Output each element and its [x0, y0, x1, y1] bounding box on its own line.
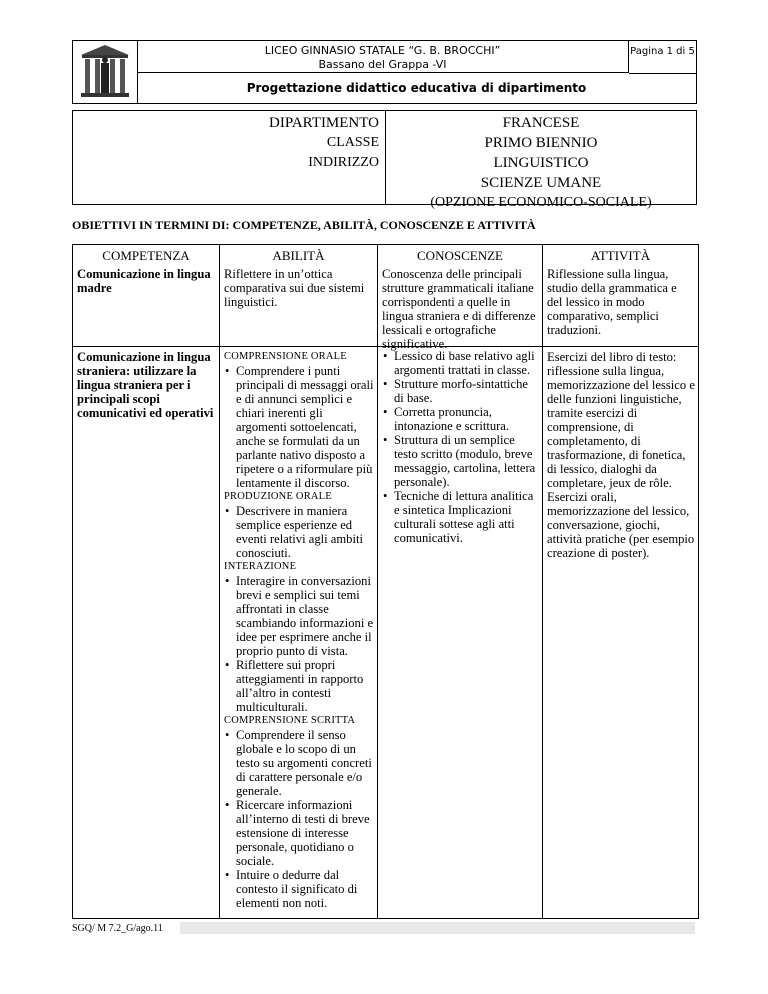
footer-code: SGQ/ M 7.2_G/ago.11 [72, 923, 163, 934]
column-attivita [543, 245, 698, 918]
list-item: • Descrivere in maniera semplice esperienze ed eventi relativi agli ambiti conosciuti. [236, 504, 374, 560]
value-class: PRIMO BIENNIO [484, 135, 598, 151]
list-item: • Comprendere il senso globale e lo scopo di un testo su argomenti concreti di carattere personale e/o generale. [236, 728, 374, 798]
row2-competenza: Comunicazione in lingua straniera: utilizzare la lingua straniera per i principali scopi comunicativi ed operativi [77, 350, 214, 420]
column-abilita [220, 245, 378, 918]
list-item: • Riflettere sui propri atteggiamenti in rapporto all’altro in contesti multiculturali. [236, 658, 374, 714]
list-item: • Struttura di un semplice testo scritto (modulo, breve messaggio, cartolina, lettera personale). [394, 433, 539, 489]
list-item: • Interagire in conversazioni brevi e semplici sui temi affrontati in classe scambiando informazioni e idee per esprimere anche il proprio punto di vista. [236, 574, 374, 658]
list-item: • Strutture morfo-sintattiche di base. [394, 377, 539, 405]
list-item: • Lessico di base relativo agli argomenti trattati in classe. [394, 349, 539, 377]
label-indirizzo: INDIRIZZO [308, 155, 379, 170]
school-city: Bassano del Grappa -VI [318, 58, 447, 71]
objectives-table [72, 244, 699, 919]
value-track-option: (OPZIONE ECONOMICO-SOCIALE) [430, 195, 652, 210]
row2-abilita [224, 350, 374, 910]
row1-competenza: Comunicazione in lingua madre [77, 267, 211, 295]
document-header [72, 40, 697, 104]
objectives-title: OBIETTIVI IN TERMINI DI: COMPETENZE, ABILITÀ, CONOSCENZE E ATTIVITÀ [72, 218, 536, 232]
row2-attivita: Esercizi del libro di testo: riflessione sulla lingua, memorizzazione del lessico e delle funzioni linguistiche, tramite esercizi di comprensione, di completamento, di trasformazione, di fonetica, di lessico, dialoghi da completare, jeux de rôle. Esercizi orali, memorizzazione del lessico, conversazione, giochi, attività pratiche (per esempio creazione di poster). [547, 350, 695, 560]
page-number: Pagina 1 di 5 [629, 41, 696, 74]
header-attivita: ATTIVITÀ [590, 248, 651, 263]
section-produzione-orale: PRODUZIONE ORALE [224, 491, 332, 502]
row1-attivita: Riflessione sulla lingua, studio della grammatica e del lessico in modo comparativo, semplici traduzioni. [547, 267, 677, 337]
column-conoscenze [378, 245, 543, 918]
row1-abilita: Riflettere in un’ottica comparativa sui due sistemi linguistici. [224, 267, 365, 309]
footer-bar [180, 922, 695, 934]
section-comprensione-orale: COMPRENSIONE ORALE [224, 351, 347, 362]
department-box [72, 110, 697, 210]
department-values [386, 111, 696, 210]
row2-conoscenze [382, 349, 539, 545]
temple-logo-icon [73, 41, 137, 103]
value-subject: FRANCESE [502, 115, 580, 131]
list-item: • Ricercare informazioni all’interno di testi di breve estensione di interesse personale, quotidiano o sociale. [236, 798, 374, 868]
school-name: LICEO GINNASIO STATALE “G. B. BROCCHI” [264, 44, 501, 57]
school-info [137, 41, 629, 73]
list-item: • Tecniche di lettura analitica e sintetica Implicazioni culturali sottese agli atti comunicativi. [394, 489, 539, 545]
department-labels [73, 111, 386, 204]
label-classe: CLASSE [326, 135, 379, 150]
header-conoscenze: CONOSCENZE [417, 248, 503, 263]
document-subtitle: Progettazione didattico educativa di dipartimento [246, 81, 587, 95]
value-track-2: SCIENZE UMANE [480, 175, 602, 191]
section-comprensione-scritta: COMPRENSIONE SCRITTA [224, 715, 356, 726]
row1-conoscenze: Conoscenza delle principali strutture grammaticali italiane corrispondenti a quelle in lingua straniera e di differenze lessicali e ortografiche significative. [382, 267, 536, 351]
list-item: • Intuire o dedurre dal contesto il significato di elementi non noti. [236, 868, 374, 910]
school-logo [73, 41, 138, 103]
list-item: • Comprendere i punti principali di messaggi orali e di annunci semplici e chiari inerenti gli argomenti sottoelencati, anche se formulati da un parlante nativo disposto a ripetere o a riformulare più lentamente il discorso. [236, 364, 374, 490]
value-track-1: LINGUISTICO [493, 155, 589, 171]
list-item: • Corretta pronuncia, intonazione e scrittura. [394, 405, 539, 433]
header-abilita: ABILITÀ [272, 248, 325, 263]
header-competenza: COMPETENZA [102, 248, 190, 263]
column-competenza [73, 245, 220, 918]
label-dipartimento: DIPARTIMENTO [269, 115, 379, 131]
section-interazione: INTERAZIONE [224, 561, 297, 572]
